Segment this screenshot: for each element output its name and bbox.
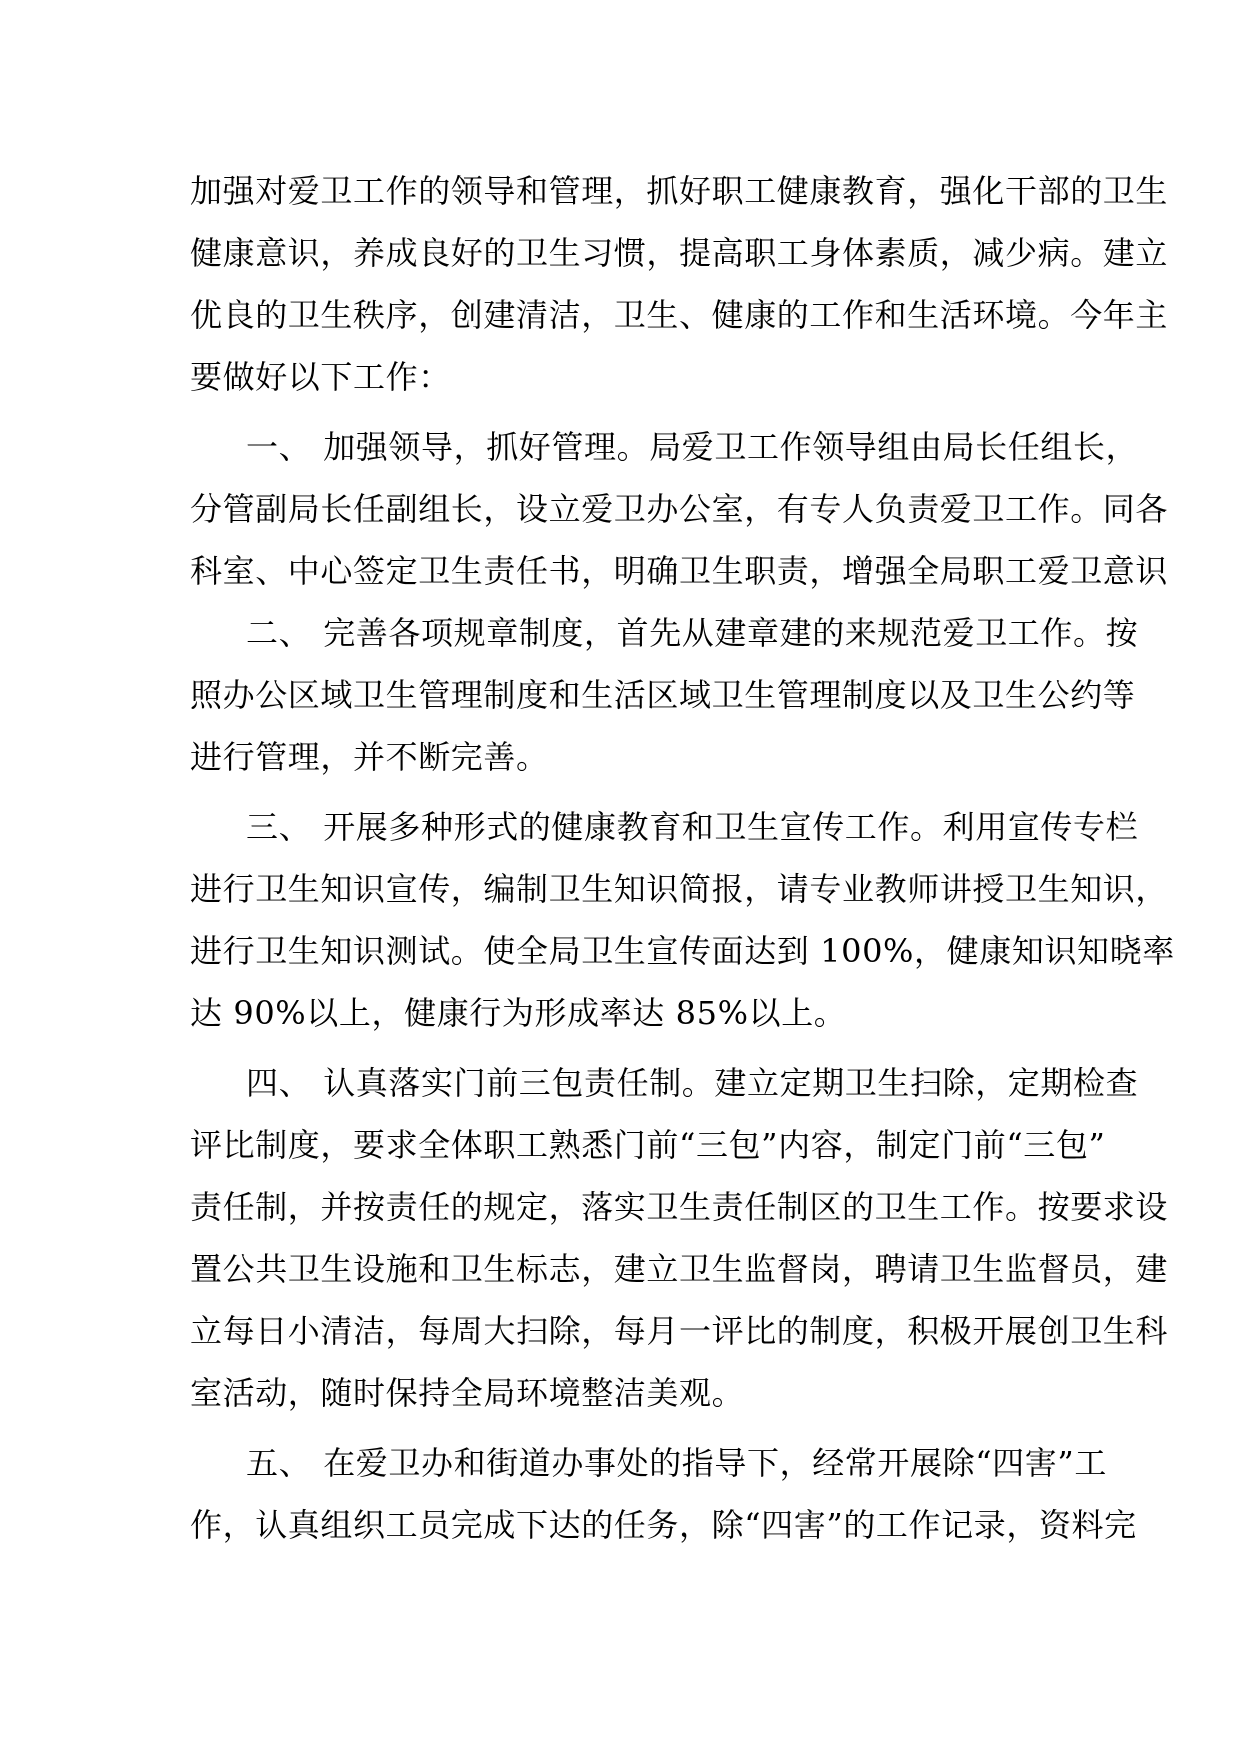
section-number: 一、 <box>246 428 312 466</box>
text-line: 健康意识，养成良好的卫生习惯，提高职工身体素质，减少病。建立 <box>190 234 1169 272</box>
section-first-line <box>190 416 1139 478</box>
text-line: 进行卫生知识测试。使全局卫生宣传面达到 100%，健康知识知晓率 <box>190 932 1175 970</box>
text-line: 科室、中心签定卫生责任书，明确卫生职责，增强全局职工爱卫意识 <box>190 552 1169 590</box>
section-number: 五、 <box>246 1444 312 1482</box>
text-line: 置公共卫生设施和卫生标志，建立卫生监督岗，聘请卫生监督员，建 <box>190 1250 1169 1288</box>
text-line: 加强对爱卫工作的领导和管理，抓好职工健康教育，强化干部的卫生 <box>190 172 1169 210</box>
section-number: 三、 <box>246 808 312 846</box>
section-3 <box>190 796 1175 1044</box>
text-line: 进行卫生知识宣传，编制卫生知识简报，请专业教师讲授卫生知识， <box>190 870 1169 908</box>
intro-paragraph <box>190 160 1169 408</box>
text-line: 分管副局长任副组长，设立爱卫办公室，有专人负责爱卫工作。同各 <box>190 490 1169 528</box>
section-first-line <box>190 796 1139 858</box>
text-line: 进行管理，并不断完善。 <box>190 738 549 776</box>
section-first-line <box>190 1432 1107 1494</box>
text-line: 达 90%以上，健康行为形成率达 85%以上。 <box>190 994 847 1032</box>
text-line: 评比制度，要求全体职工熟悉门前“三包”内容，制定门前“三包” <box>190 1126 1106 1164</box>
section-4 <box>190 1052 1169 1424</box>
section-first-line <box>190 1052 1139 1114</box>
section-text: 认真落实门前三包责任制。建立定期卫生扫除，定期检查 <box>323 1064 1139 1102</box>
section-text: 加强领导，抓好管理。局爱卫工作领导组由局长任组长， <box>323 428 1139 466</box>
text-line: 立每日小清洁，每周大扫除，每月一评比的制度，积极开展创卫生科 <box>190 1312 1169 1350</box>
section-text: 在爱卫办和街道办事处的指导下，经常开展除“四害”工 <box>323 1444 1107 1482</box>
section-2 <box>190 602 1139 788</box>
section-number: 四、 <box>246 1064 312 1102</box>
section-1 <box>190 416 1169 602</box>
section-first-line <box>190 602 1139 664</box>
section-5 <box>190 1432 1137 1556</box>
document-body <box>190 160 1175 1556</box>
section-number: 二、 <box>246 614 312 652</box>
text-line: 室活动，随时保持全局环境整洁美观。 <box>190 1374 745 1412</box>
section-text: 开展多种形式的健康教育和卫生宣传工作。利用宣传专栏 <box>323 808 1139 846</box>
text-line: 要做好以下工作： <box>190 358 451 396</box>
text-line: 照办公区域卫生管理制度和生活区域卫生管理制度以及卫生公约等 <box>190 676 1136 714</box>
text-line: 责任制，并按责任的规定，落实卫生责任制区的卫生工作。按要求设 <box>190 1188 1169 1226</box>
section-text: 完善各项规章制度，首先从建章建的来规范爱卫工作。按 <box>323 614 1139 652</box>
text-line: 作，认真组织工员完成下达的任务，除“四害”的工作记录，资料完 <box>190 1506 1137 1544</box>
text-line: 优良的卫生秩序，创建清洁，卫生、健康的工作和生活环境。今年主 <box>190 296 1169 334</box>
